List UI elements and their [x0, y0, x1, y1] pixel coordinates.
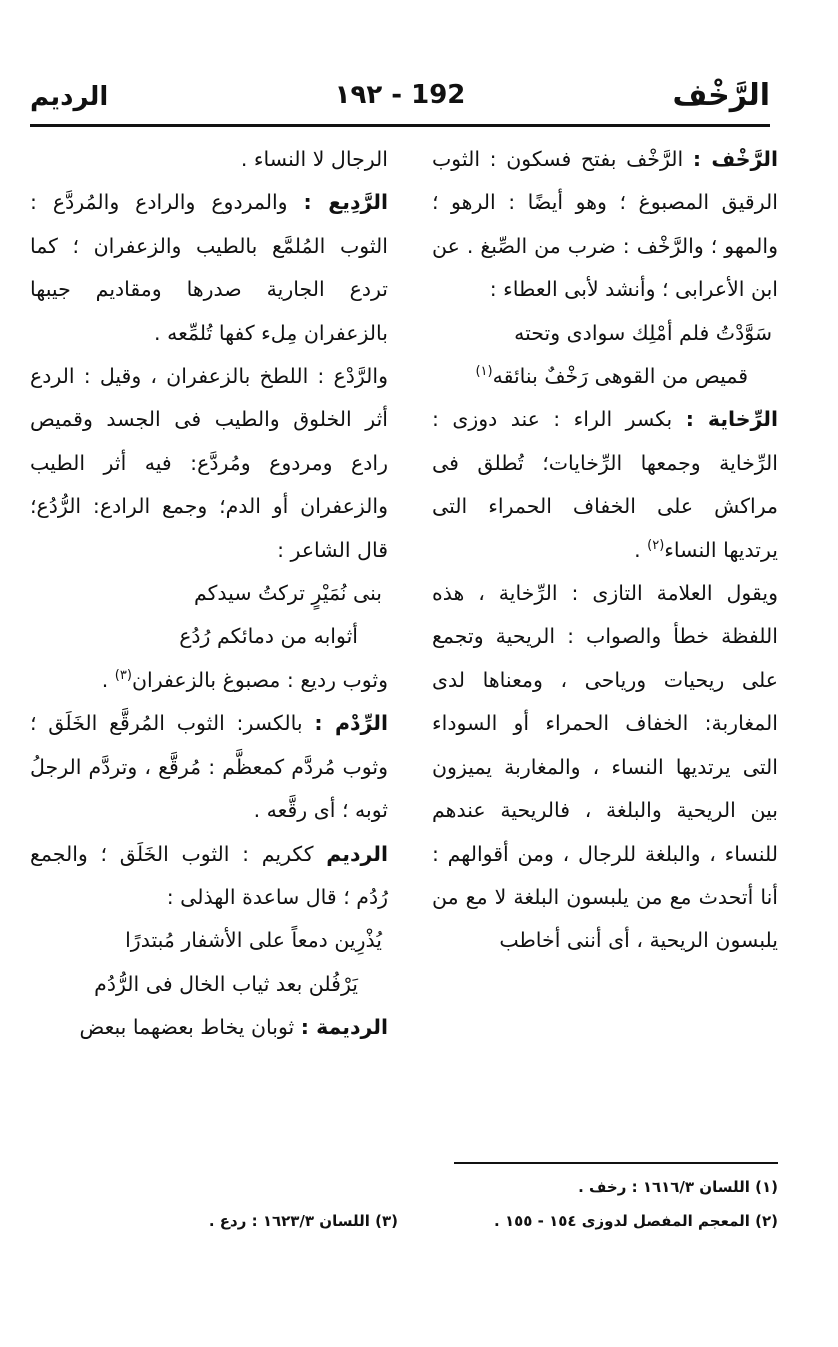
entry-tail: .	[101, 667, 115, 692]
entry-text: بكسر الراء : عند دوزى : الرِّخاية وجمعها الرِّخايات؛ تُطلق فى مراكش على الخفاف الحمراء التى يرتديها النساء	[432, 407, 778, 562]
footnote-ref: (١)	[475, 364, 493, 380]
entry-term: الرَّدِيع :	[303, 190, 388, 215]
entry-term: الرِّدْم :	[314, 711, 389, 736]
entry-radi-dyed	[30, 659, 388, 702]
entry-radim	[30, 833, 388, 920]
footnote-2: (٢) المعجم المفصل لدوزى ١٥٤ - ١٥٥ .	[494, 1212, 778, 1230]
entry-radima	[30, 1006, 388, 1049]
entry-text: ككريم : الثوب الخَلَق ؛ والجمع رُدُم ؛ قال ساعدة الهذلى :	[30, 841, 388, 909]
entry-text: بالكسر: الثوب المُرقَّع الخَلَق ؛ وثوب مُردَّم كمعظَّم : مُرقَّع ، وتردَّم الرجلُ ثوبه ؛ أى رقَّعه .	[30, 711, 388, 823]
entry-text: وثوب رديع : مصبوغ بالزعفران	[131, 667, 388, 692]
footnote-1: (١) اللسان ١٦١٦/٣ : رخف .	[578, 1178, 778, 1196]
running-head-left: الرديم	[30, 82, 109, 112]
entry-tail: .	[634, 537, 648, 562]
footnote-ref: (٢)	[647, 537, 665, 553]
entry-rakhf	[432, 138, 778, 312]
entry-radi	[30, 181, 388, 355]
entry-rad	[30, 355, 388, 572]
entry-term: الرديمة :	[300, 1015, 388, 1040]
footnote-ref: (٣)	[114, 668, 132, 684]
entry-text: ويقول العلامة التازى : الرِّخاية ، هذه اللفظة خطأ والصواب : الريحية وتجمع على ريحيات ورياحى ، ومعناها لدى المغاربة: الخفاف الحمراء أو السوداء التى يرتديها النساء ، والمغاربة يميزون بين الريحية والبلغة ، فالريحية عندهم للنساء ، والبلغة للرجال ، ومن أقوالهم : أنا أتحدث مع من يلبسون البلغة لا مع من يلبسون الريحية ، أى أننى أخاطب	[432, 581, 778, 953]
verse-line: يُذْرِين دمعاً على الأشفار مُبتدرًا	[125, 928, 382, 953]
entry-term: الرِّخاية :	[685, 407, 779, 432]
entry-ridm	[30, 702, 388, 832]
entry-text: والرَّدْع : اللطخ بالزعفران ، وقيل : الردع أثر الخلوق والطيب فى الجسد وقميص رادع ومردوع ومُردَّع: فيه أثر الطيب والزعفران أو الدم؛ وجمع الرادع: الرُّدُع؛ قال الشاعر :	[30, 364, 388, 562]
page-header	[30, 70, 770, 120]
entry-text: الرَّخْف بفتح فسكون : الثوب الرقيق المصبوغ ؛ وهو أيضًا : الرهو ؛ والمهو ؛ والرَّخْف : ضرب من الصِّبغ . عن ابن الأعرابى ؛ وأنشد لأبى العطاء :	[432, 147, 778, 302]
running-head-right: الرَّخْف	[672, 78, 770, 113]
verse-line: أثوابه من دمائكم رُدُع	[179, 624, 358, 649]
entry-tazi-note	[432, 572, 778, 963]
continuation-text	[30, 138, 388, 181]
verse-line: يَرْفُلن بعد ثياب الخال فى الرُّدُم	[94, 971, 358, 996]
verse-line	[432, 355, 778, 398]
entry-term: الرَّخْف :	[692, 147, 779, 171]
entry-text: الرجال لا النساء .	[240, 147, 388, 171]
verse-line: بنى نُمَيْرٍ تركتُ سيدكم	[193, 581, 382, 606]
right-column	[432, 138, 778, 963]
entry-text: ثوبان يخاط بعضهما ببعض	[79, 1015, 301, 1040]
entry-text: والمردوع والرادع والمُردَّع : الثوب المُلمَّع بالطيب والزعفران ؛ كما تردع الجارية صدرها ومقاديم جيبها بالزعفران مِلء كفها تُلمِّعه .	[30, 190, 388, 345]
footnote-3: (٣) اللسان ١٦٢٣/٣ : ردع .	[208, 1212, 398, 1230]
verse-line: سَوَّدْتُ فلم أمْلِك سوادى وتحته	[514, 320, 772, 345]
verse-text: قميص من القوهى رَخْفٌ بنائقه	[492, 364, 748, 389]
entry-rikhaya	[432, 398, 778, 572]
left-column	[30, 138, 388, 1050]
footnote-rule	[454, 1162, 778, 1164]
entry-term: الرديم	[326, 841, 388, 866]
header-rule	[30, 124, 770, 127]
page-number: ١٩٢ - 192	[334, 80, 466, 110]
